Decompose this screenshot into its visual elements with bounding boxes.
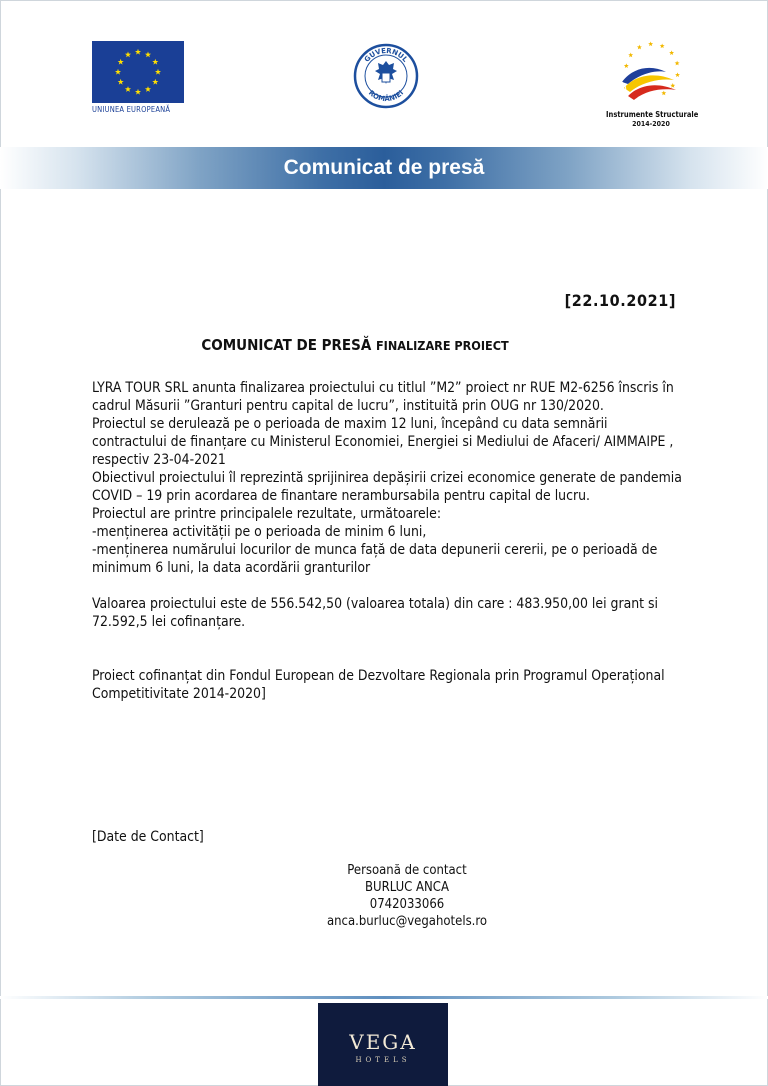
document-title-sub: FINALIZARE PROIECT	[375, 338, 509, 353]
paragraph-cofinancing: Proiect cofinanțat din Fondul European de Dezvoltare Regionala prin Programul Operațional Competitivitate 2014-2020]	[92, 668, 665, 702]
document-body	[92, 379, 682, 703]
contact-role: Persoană de contact	[347, 863, 467, 878]
paragraph-result-1: -menținerea activității pe o perioada de minim 6 luni,	[92, 524, 427, 540]
is-star-icon	[648, 41, 653, 46]
eu-flag-icon	[92, 41, 184, 103]
contact-email: anca.burluc@vegahotels.ro	[326, 914, 488, 929]
document-title	[0, 336, 710, 354]
contact-name: BURLUC ANCA	[365, 880, 449, 895]
government-seal-icon	[353, 43, 419, 109]
paragraph-project-objective: Obiectivul proiectului îl reprezintă sprijinirea depășirii crizei economice generate de pandemia COVID – 19 prin acordarea de finantare nerambursabila pentru capital de lucru.	[92, 470, 682, 504]
is-star-icon	[675, 61, 680, 66]
is-star-icon	[675, 72, 680, 77]
paragraph-project-value: Valoarea proiectului este de 556.542,50 (valoarea totala) din care : 483.950,00 lei grant si 72.592,5 lei cofinanțare.	[92, 596, 659, 630]
svg-text:ROMÂNIEI: ROMÂNIEI	[366, 88, 406, 104]
structural-instruments-logo	[606, 38, 699, 128]
paragraph-project-duration: Proiectul se derulează pe o perioada de maxim 12 luni, începând cu data semnării contractului de finanțare cu Ministerul Economiei, Energiei si Mediului de Afaceri/ AIMMAIPE , respectiv 23-04-2021	[92, 416, 674, 468]
paragraph-result-2: -menținerea numărului locurilor de munca față de data depunerii cererii, pe o perioadă de minimum 6 luni, la data acordării granturilor	[92, 542, 658, 576]
vega-hotels-logo	[318, 1003, 448, 1086]
banner-title: Comunicat de presă	[283, 156, 485, 179]
is-star-icon	[660, 43, 665, 48]
is-star-icon	[637, 45, 642, 50]
contact-section-label: [Date de Contact]	[92, 829, 204, 845]
eu-logo	[92, 41, 184, 114]
structural-instruments-icon	[614, 38, 686, 108]
paragraph-project-announcement: LYRA TOUR SRL anunta finalizarea proiectului cu titlul ”M2” proiect nr RUE M2-6256 înscris în cadrul Măsurii ”Granturi pentru capital de lucru”, instituită prin OUG nr 130/2020.	[92, 380, 674, 414]
structural-instruments-years: 2014-2020	[632, 120, 670, 128]
is-star-icon	[628, 52, 633, 57]
contact-block	[292, 862, 522, 930]
vega-logo-text: VEGA	[349, 1030, 417, 1054]
eu-label: UNIUNEA EUROPEANĂ	[92, 105, 171, 114]
is-star-icon	[624, 63, 629, 68]
document-title-main: COMUNICAT DE PRESĂ	[201, 336, 376, 354]
contact-phone: 0742033066	[369, 897, 445, 912]
footer-divider	[0, 996, 768, 999]
svg-text:GUVERNUL: GUVERNUL	[362, 46, 410, 64]
is-star-icon	[669, 50, 674, 55]
is-star-icon	[670, 83, 675, 88]
is-star-icon	[661, 91, 666, 96]
release-date: [22.10.2021]	[564, 291, 676, 310]
structural-instruments-title: Instrumente Structurale	[606, 110, 699, 119]
vega-logo-subtext: HOTELS	[355, 1056, 411, 1064]
paragraph-results-intro: Proiectul are printre principalele rezultate, următoarele:	[92, 506, 442, 522]
press-release-banner	[0, 147, 768, 189]
